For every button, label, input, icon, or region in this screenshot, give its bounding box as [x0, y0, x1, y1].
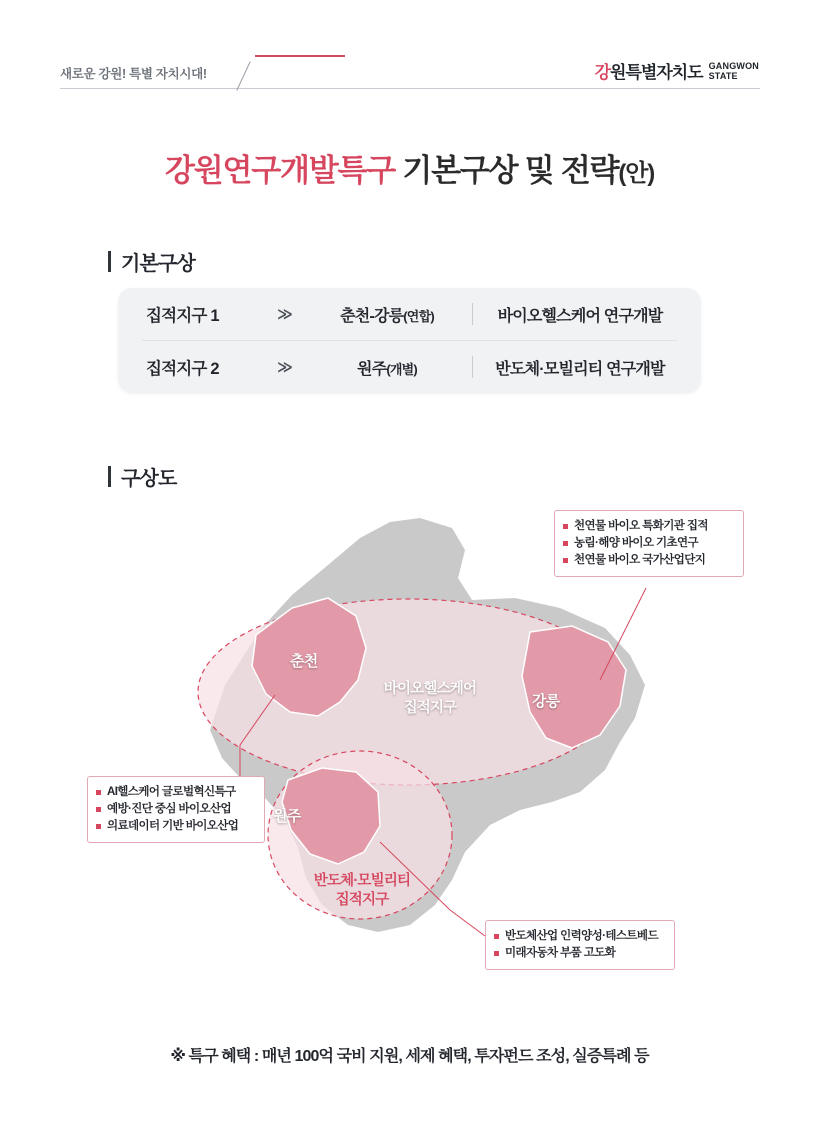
callout-chuncheon-item: 예방·진단 중심 바이오산업 [96, 801, 254, 818]
page-title-highlight: 강원연구개발특구 [164, 153, 395, 188]
header-accent-line [255, 55, 345, 57]
callout-gangneung-item: 농림·해양 바이오 기초연구 [563, 535, 733, 552]
concept-row-2-area-type: (개별) [386, 361, 417, 377]
header-divider [60, 88, 760, 89]
concept-row-1-area [302, 303, 472, 326]
concept-row-1-area-name: 춘천-강릉 [340, 307, 404, 325]
callout-gangneung-item: 천연물 바이오 국가산업단지 [563, 552, 733, 569]
logo-korean-text [595, 58, 703, 83]
map-zone-label-bio-line2: 집적지구 [403, 700, 457, 716]
concept-row-1 [118, 288, 701, 340]
concept-row-2 [118, 341, 701, 393]
chevron-double-right-icon: ≫ [277, 306, 293, 323]
callout-gangneung-item: 천연물 바이오 특화기관 집적 [563, 518, 733, 535]
chevron-double-right-icon: ≫ [277, 359, 293, 376]
callout-wonju [485, 920, 675, 970]
callout-wonju-item: 반도체산업 인력양성·테스트베드 [494, 928, 664, 945]
basic-concept-card [118, 288, 701, 393]
page-title-rest: 기본구상 및 전략 [394, 153, 619, 188]
page-title [0, 145, 819, 190]
header-slogan: 새로운 강원! 특별 자치시대! [60, 67, 207, 81]
logo-english-line2: STATE [708, 70, 738, 81]
concept-row-2-label: 집적지구 2 [146, 360, 219, 378]
section-heading-label: 기본구상 [121, 253, 196, 275]
footer-benefit-note: ※ 특구 혜택 : 매년 100억 국비 지원, 세제 혜택, 투자펀드 조성, 실증특례 등 [170, 1048, 649, 1065]
section-heading-basic-concept [108, 247, 195, 276]
callout-chuncheon [87, 776, 265, 843]
concept-row-1-label: 집적지구 1 [146, 307, 219, 325]
logo-english-text [709, 61, 759, 81]
logo-english-line1: GANGWON [708, 60, 759, 71]
header-slash-decoration [236, 61, 250, 90]
section-bar-icon [108, 251, 111, 272]
page-header [0, 0, 819, 100]
concept-row-1-field: 바이오헬스케어 연구개발 [497, 307, 663, 325]
callout-chuncheon-item: 의료데이터 기반 바이오산업 [96, 818, 254, 835]
concept-row-1-area-type: (연합) [403, 308, 434, 324]
gangwon-state-logo [595, 58, 759, 83]
section-heading-label: 구상도 [121, 468, 177, 490]
concept-row-2-area-name: 원주 [357, 360, 387, 378]
callout-chuncheon-item: AI헬스케어 글로벌혁신특구 [96, 784, 254, 801]
map-city-label-wonju: 원주 [273, 808, 301, 825]
callout-gangneung [554, 510, 744, 577]
concept-map [60, 480, 760, 1010]
map-city-label-gangneung: 강릉 [532, 693, 560, 710]
callout-wonju-item: 미래자동차 부품 고도화 [494, 945, 664, 962]
map-zone-label-bio-line1: 바이오헬스케어 [383, 681, 477, 697]
map-zone-label-bio-healthcare [360, 680, 500, 718]
concept-row-2-area [302, 356, 472, 379]
page-title-suffix: (안) [618, 160, 654, 187]
logo-korean-rest: 원특별자치도 [610, 63, 703, 82]
logo-korean-first-char: 강 [594, 63, 611, 82]
map-city-label-chuncheon: 춘천 [290, 653, 318, 670]
map-zone-label-semi-line2: 집적지구 [335, 892, 389, 908]
map-zone-label-semiconductor [282, 872, 442, 910]
map-zone-label-semi-line1: 반도체·모빌리티 [313, 873, 411, 889]
concept-row-2-field: 반도체·모빌리티 연구개발 [495, 360, 665, 378]
